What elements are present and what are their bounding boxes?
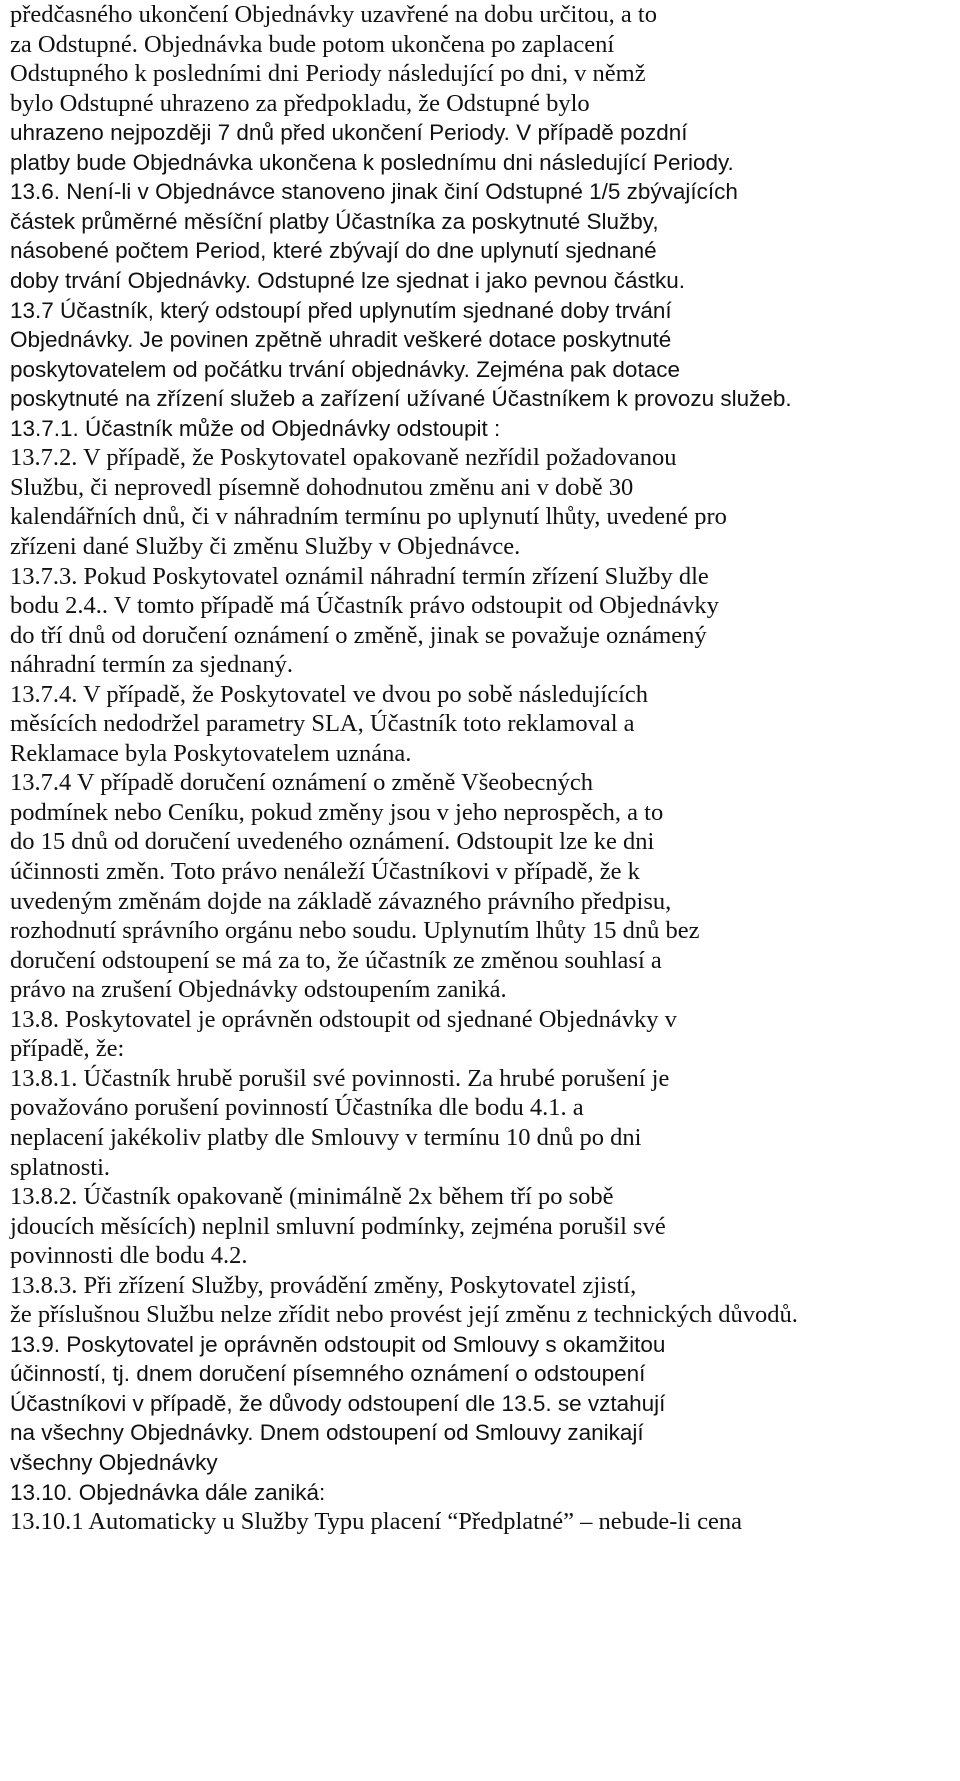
- text-line: 13.7.4. V případě, že Poskytovatel ve dvou po sobě následujících: [10, 680, 649, 708]
- text-line: do tří dnů od doručení oznámení o změně, jinak se považuje oznámený: [10, 621, 707, 649]
- text-line: 13.6. Není-li v Objednávce stanoveno jinak činí Odstupné 1/5 zbývajících: [10, 179, 738, 205]
- text-line: 13.8.1. Účastník hrubě porušil své povinnosti. Za hrubé porušení je: [10, 1064, 670, 1092]
- text-line: případě, že:: [10, 1035, 125, 1063]
- text-line: účinnosti změn. Toto právo nenáleží Účastníkovi v případě, že k: [10, 858, 640, 885]
- text-line: 13.10.1 Automaticky u Služby Typu placení “Předplatné” – nebude-li cena: [10, 1508, 742, 1535]
- text-line: poskytovatelem od počátku trvání objednávky. Zejména pak dotace: [10, 356, 680, 382]
- text-line: uhrazeno nejpozději 7 dnů před ukončení Periody. V případě pozdní: [10, 120, 688, 146]
- text-line: násobené počtem Period, které zbývají do dne uplynutí sjednané: [10, 238, 657, 264]
- text-line: Reklamace byla Poskytovatelem uznána.: [10, 739, 412, 767]
- text-line: zřízeni dané Služby či změnu Služby v Objednávce.: [10, 532, 521, 560]
- text-line: poskytnuté na zřízení služeb a zařízení užívané Účastníkem k provozu služeb.: [10, 386, 792, 412]
- text-line: 13.7.2. V případě, že Poskytovatel opakovaně nezřídil požadovanou: [10, 444, 677, 472]
- text-line: 13.7.4 V případě doručení oznámení o změně Všeobecných: [10, 769, 594, 797]
- text-line: 13.10. Objednávka dále zaniká:: [10, 1479, 326, 1505]
- text-line: účinností, tj. dnem doručení písemného oznámení o odstoupení: [10, 1361, 646, 1387]
- text-line: bylo Odstupné uhrazeno za předpokladu, že Odstupné bylo: [10, 89, 590, 117]
- text-line: do 15 dnů od doručení uvedeného oznámení. Odstoupit lze ke dni: [10, 828, 655, 856]
- text-line: náhradní termín za sjednaný.: [10, 651, 294, 679]
- text-line: 13.7 Účastník, který odstoupí před uplynutím sjednané doby trvání: [10, 297, 672, 323]
- text-line: 13.7.3. Pokud Poskytovatel oznámil náhradní termín zřízení Služby dle: [10, 562, 709, 590]
- text-line: na všechny Objednávky. Dnem odstoupení od Smlouvy zanikají: [10, 1420, 644, 1446]
- text-line: neplacení jakékoliv platby dle Smlouvy v termínu 10 dnů po dni: [10, 1123, 642, 1151]
- text-line: předčasného ukončení Objednávky uzavřené na dobu určitou, a to: [10, 1, 657, 28]
- text-line: částek průměrné měsíční platby Účastníka za poskytnuté Služby,: [10, 208, 659, 234]
- text-line: 13.9. Poskytovatel je oprávněn odstoupit od Smlouvy s okamžitou: [10, 1331, 666, 1357]
- text-line: právo na zrušení Objednávky odstoupením zaniká.: [10, 976, 507, 1004]
- text-line: všechny Objednávky: [10, 1450, 218, 1475]
- text-line: 13.8. Poskytovatel je oprávněn odstoupit od sjednané Objednávky v: [10, 1005, 677, 1033]
- text-line: za Odstupné. Objednávka bude potom ukončena po zaplacení: [10, 30, 615, 58]
- text-line: měsících nedodržel parametry SLA, Účastník toto reklamoval a: [10, 710, 635, 738]
- text-line: že příslušnou Službu nelze zřídit nebo provést její změnu z technických důvodů.: [10, 1301, 798, 1329]
- text-line: podmínek nebo Ceníku, pokud změny jsou v jeho neprospěch, a to: [10, 798, 664, 826]
- text-line: 13.8.2. Účastník opakovaně (minimálně 2x během tří po sobě: [10, 1183, 614, 1210]
- text-line: jdoucích měsících) neplnil smluvní podmínky, zejména porušil své: [10, 1212, 666, 1240]
- text-line: 13.7.1. Účastník může od Objednávky odstoupit :: [10, 415, 501, 441]
- text-line: Účastníkovi v případě, že důvody odstoupení dle 13.5. se vztahují: [10, 1390, 666, 1416]
- text-line: rozhodnutí správního orgánu nebo soudu. Uplynutím lhůty 15 dnů bez: [10, 917, 700, 945]
- text-line: Službu, či neprovedl písemně dohodnutou změnu ani v době 30: [10, 473, 634, 501]
- text-line: uvedeným změnám dojde na základě závazného právního předpisu,: [10, 887, 672, 915]
- text-line: Odstupného k posledními dni Periody následující po dni, v němž: [10, 60, 646, 88]
- text-line: splatnosti.: [10, 1153, 111, 1181]
- text-line: 13.8.3. Při zřízení Služby, provádění změny, Poskytovatel zjistí,: [10, 1271, 637, 1299]
- text-line: považováno porušení povinností Účastníka dle bodu 4.1. a: [10, 1094, 584, 1122]
- text-line: Objednávky. Je povinen zpětně uhradit veškeré dotace poskytnuté: [10, 327, 672, 353]
- text-line: platby bude Objednávka ukončena k poslednímu dni následující Periody.: [10, 149, 734, 175]
- text-line: povinnosti dle bodu 4.2.: [10, 1242, 248, 1270]
- text-line: doručení odstoupení se má za to, že účastník ze změnou souhlasí a: [10, 946, 662, 974]
- text-line: bodu 2.4.. V tomto případě má Účastník právo odstoupit od Objednávky: [10, 592, 719, 619]
- text-line: doby trvání Objednávky. Odstupné lze sjednat i jako pevnou částku.: [10, 267, 685, 293]
- text-line: kalendářních dnů, či v náhradním termínu po uplynutí lhůty, uvedené pro: [10, 503, 727, 531]
